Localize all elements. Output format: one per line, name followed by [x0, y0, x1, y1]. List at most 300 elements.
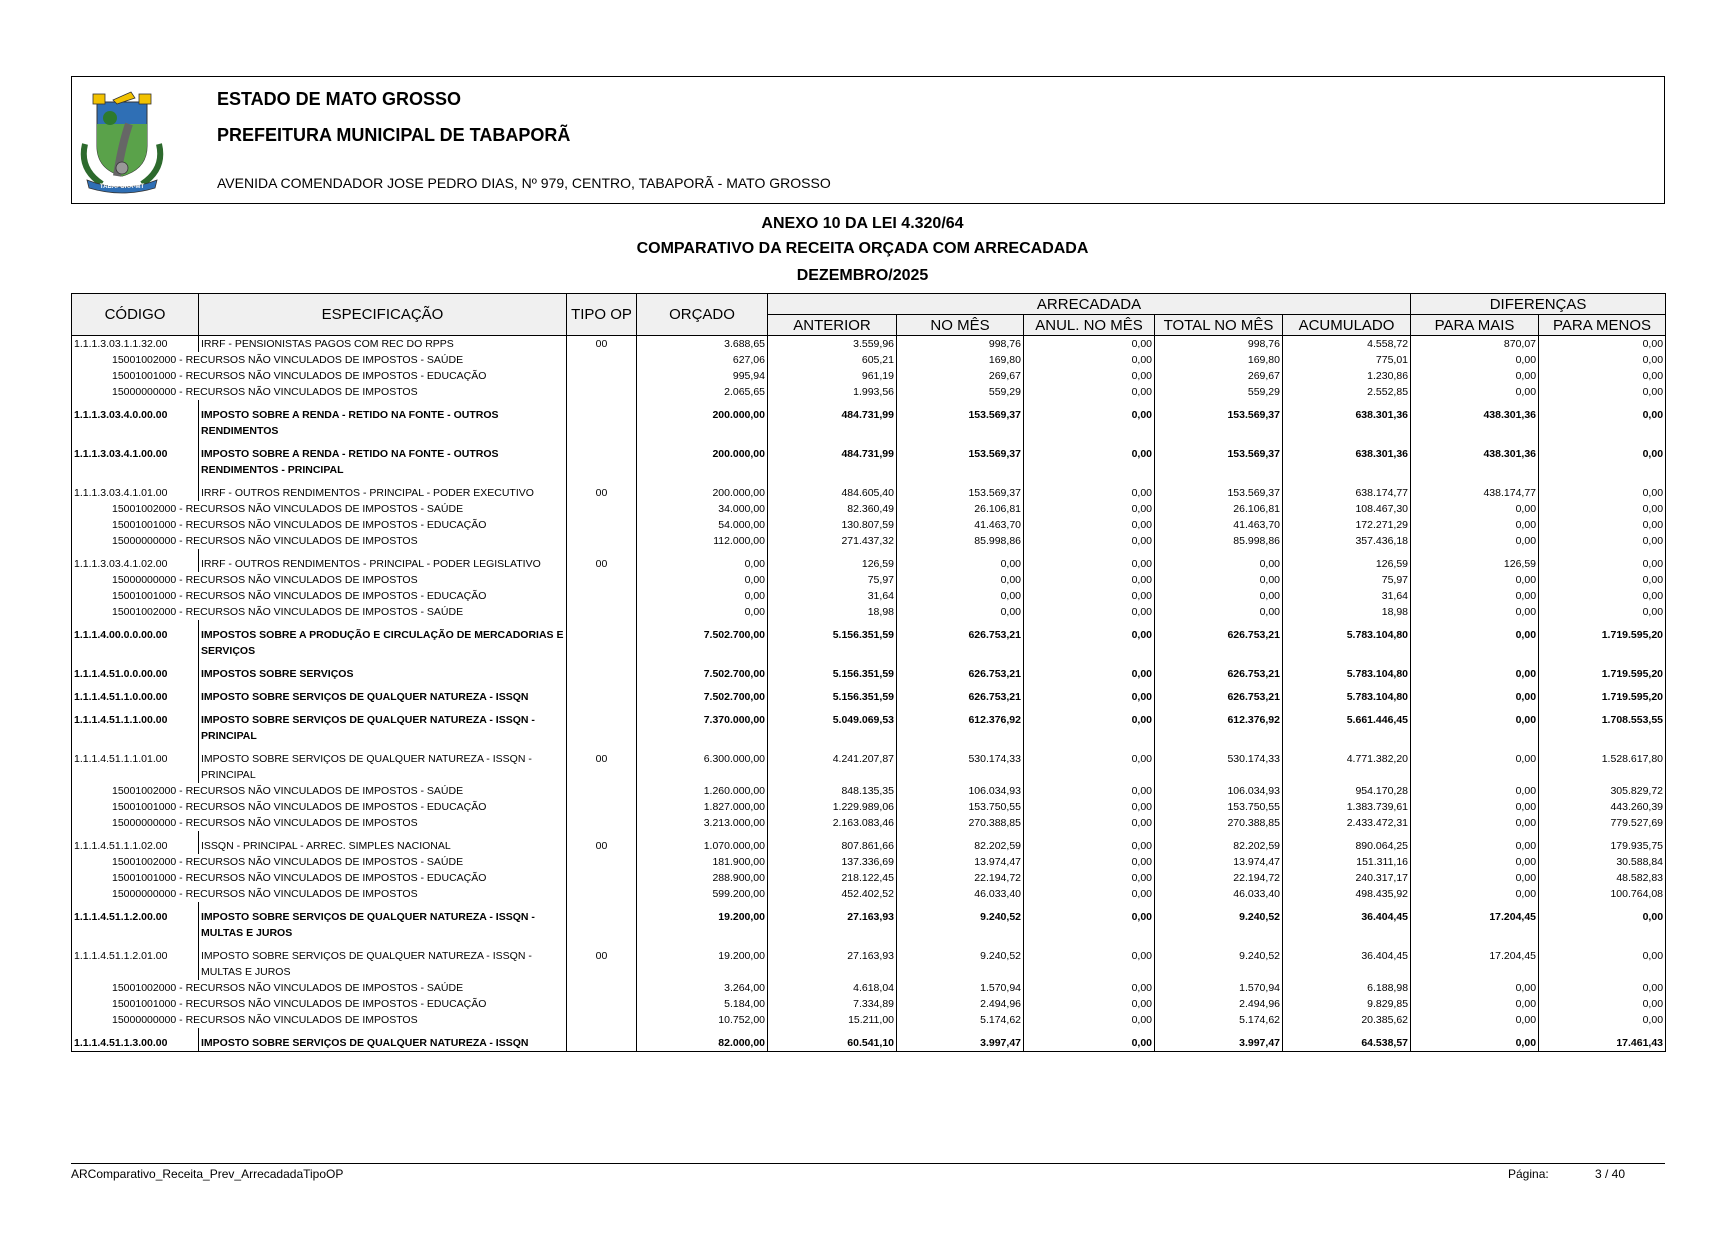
row-anterior: 3.559,96 — [768, 336, 897, 353]
row-no-mes: 2.494,96 — [897, 996, 1024, 1012]
col-para-menos: PARA MENOS — [1539, 315, 1666, 336]
col-especificacao: ESPECIFICAÇÃO — [199, 294, 567, 336]
row-resource-source — [72, 368, 567, 384]
col-anterior: ANTERIOR — [768, 315, 897, 336]
row-acumulado: 638.174,77 — [1283, 478, 1411, 501]
row-total-no-mes: 46.033,40 — [1155, 886, 1283, 902]
row-code: 1.1.1.3.03.4.1.01.00 — [72, 478, 199, 501]
row-spec: RECURSOS NÃO VINCULADOS DE IMPOSTOS - EDUCAÇÃO — [185, 998, 487, 1010]
row-spec: RECURSOS NÃO VINCULADOS DE IMPOSTOS - SAÚDE — [185, 856, 464, 868]
row-para-mais: 0,00 — [1411, 886, 1539, 902]
table-row — [72, 439, 1666, 478]
table-row — [72, 659, 1666, 682]
row-total-no-mes: 85.998,86 — [1155, 533, 1283, 549]
row-acumulado: 36.404,45 — [1283, 902, 1411, 941]
row-anul-no-mes: 0,00 — [1024, 941, 1155, 980]
row-para-mais: 0,00 — [1411, 572, 1539, 588]
row-anterior: 7.334,89 — [768, 996, 897, 1012]
row-total-no-mes: 1.570,94 — [1155, 980, 1283, 996]
row-code: 1.1.1.4.51.1.1.00.00 — [72, 705, 199, 744]
table-row — [72, 744, 1666, 783]
row-anterior: 27.163,93 — [768, 902, 897, 941]
row-para-menos: 1.708.553,55 — [1539, 705, 1666, 744]
row-total-no-mes: 153.750,55 — [1155, 799, 1283, 815]
row-total-no-mes: 2.494,96 — [1155, 996, 1283, 1012]
row-code: 1.1.1.3.03.4.1.02.00 — [72, 549, 199, 572]
row-total-no-mes: 9.240,52 — [1155, 941, 1283, 980]
row-tipo-op — [567, 384, 637, 400]
row-no-mes: 46.033,40 — [897, 886, 1024, 902]
row-acumulado: 75,97 — [1283, 572, 1411, 588]
row-para-menos: 30.588,84 — [1539, 854, 1666, 870]
row-anul-no-mes: 0,00 — [1024, 1028, 1155, 1052]
row-anterior: 4.618,04 — [768, 980, 897, 996]
row-anul-no-mes: 0,00 — [1024, 572, 1155, 588]
row-spec: RECURSOS NÃO VINCULADOS DE IMPOSTOS - SAÚDE — [185, 606, 464, 618]
row-anul-no-mes: 0,00 — [1024, 659, 1155, 682]
row-acumulado: 1.383.739,61 — [1283, 799, 1411, 815]
row-anterior: 18,98 — [768, 604, 897, 620]
row-acumulado: 6.188,98 — [1283, 980, 1411, 996]
row-no-mes: 998,76 — [897, 336, 1024, 353]
row-acumulado: 4.771.382,20 — [1283, 744, 1411, 783]
row-no-mes: 106.034,93 — [897, 783, 1024, 799]
row-para-mais: 0,00 — [1411, 517, 1539, 533]
row-orcado: 599.200,00 — [637, 886, 768, 902]
row-no-mes: 5.174,62 — [897, 1012, 1024, 1028]
table-row — [72, 996, 1666, 1012]
row-tipo-op: 00 — [567, 336, 637, 353]
row-orcado: 34.000,00 — [637, 501, 768, 517]
table-row — [72, 799, 1666, 815]
report-title-line2: COMPARATIVO DA RECEITA ORÇADA COM ARRECADADA — [636, 240, 1089, 257]
row-spec: IMPOSTO SOBRE SERVIÇOS DE QUALQUER NATUREZA - ISSQN — [199, 1028, 567, 1052]
row-acumulado: 498.435,92 — [1283, 886, 1411, 902]
row-total-no-mes: 0,00 — [1155, 572, 1283, 588]
row-no-mes: 41.463,70 — [897, 517, 1024, 533]
row-tipo-op — [567, 517, 637, 533]
table-row — [72, 517, 1666, 533]
row-code: 15000000000 - — [112, 817, 186, 829]
row-para-menos: 0,00 — [1539, 478, 1666, 501]
row-anterior: 5.156.351,59 — [768, 659, 897, 682]
row-code: 15001001000 - — [112, 590, 186, 602]
row-para-menos: 48.582,83 — [1539, 870, 1666, 886]
row-no-mes: 9.240,52 — [897, 902, 1024, 941]
row-anterior: 75,97 — [768, 572, 897, 588]
row-para-mais: 0,00 — [1411, 744, 1539, 783]
row-para-mais: 0,00 — [1411, 980, 1539, 996]
row-tipo-op — [567, 533, 637, 549]
row-para-mais: 0,00 — [1411, 659, 1539, 682]
row-no-mes: 626.753,21 — [897, 682, 1024, 705]
row-total-no-mes: 153.569,37 — [1155, 400, 1283, 439]
row-total-no-mes: 3.997,47 — [1155, 1028, 1283, 1052]
row-acumulado: 108.467,30 — [1283, 501, 1411, 517]
row-total-no-mes: 82.202,59 — [1155, 831, 1283, 854]
row-spec: IMPOSTO SOBRE SERVIÇOS DE QUALQUER NATUREZA - ISSQN - PRINCIPAL — [199, 705, 567, 744]
row-spec: IRRF - OUTROS RENDIMENTOS - PRINCIPAL - PODER EXECUTIVO — [199, 478, 567, 501]
row-anul-no-mes: 0,00 — [1024, 682, 1155, 705]
row-anterior: 82.360,49 — [768, 501, 897, 517]
row-orcado: 3.213.000,00 — [637, 815, 768, 831]
row-anul-no-mes: 0,00 — [1024, 352, 1155, 368]
row-acumulado: 5.783.104,80 — [1283, 682, 1411, 705]
row-resource-source — [72, 384, 567, 400]
footer-divider — [71, 1163, 1665, 1164]
row-para-menos: 179.935,75 — [1539, 831, 1666, 854]
col-tipo-op: TIPO OP — [567, 294, 637, 336]
table-row — [72, 886, 1666, 902]
row-no-mes: 153.750,55 — [897, 799, 1024, 815]
row-tipo-op — [567, 799, 637, 815]
row-resource-source — [72, 1012, 567, 1028]
row-acumulado: 5.783.104,80 — [1283, 620, 1411, 659]
row-total-no-mes: 612.376,92 — [1155, 705, 1283, 744]
row-orcado: 200.000,00 — [637, 439, 768, 478]
prefecture-name: PREFEITURA MUNICIPAL DE TABAPORÃ — [217, 125, 571, 145]
row-total-no-mes: 22.194,72 — [1155, 870, 1283, 886]
row-acumulado: 20.385,62 — [1283, 1012, 1411, 1028]
row-resource-source — [72, 352, 567, 368]
row-orcado: 2.065,65 — [637, 384, 768, 400]
row-tipo-op: 00 — [567, 941, 637, 980]
row-para-menos: 0,00 — [1539, 980, 1666, 996]
row-para-mais: 438.301,36 — [1411, 400, 1539, 439]
row-para-mais: 0,00 — [1411, 501, 1539, 517]
row-anul-no-mes: 0,00 — [1024, 549, 1155, 572]
row-tipo-op — [567, 368, 637, 384]
row-tipo-op — [567, 588, 637, 604]
row-spec: RECURSOS NÃO VINCULADOS DE IMPOSTOS - EDUCAÇÃO — [185, 801, 487, 813]
row-no-mes: 559,29 — [897, 384, 1024, 400]
row-orcado: 82.000,00 — [637, 1028, 768, 1052]
row-code: 15000000000 - — [112, 535, 186, 547]
row-orcado: 1.260.000,00 — [637, 783, 768, 799]
row-acumulado: 18,98 — [1283, 604, 1411, 620]
row-anterior: 484.731,99 — [768, 439, 897, 478]
row-no-mes: 153.569,37 — [897, 400, 1024, 439]
table-row — [72, 604, 1666, 620]
row-code: 1.1.1.4.51.1.1.02.00 — [72, 831, 199, 854]
row-tipo-op — [567, 705, 637, 744]
row-total-no-mes: 153.569,37 — [1155, 439, 1283, 478]
row-total-no-mes: 0,00 — [1155, 588, 1283, 604]
group-arrecadada: ARRECADADA — [768, 294, 1411, 315]
row-para-menos: 0,00 — [1539, 501, 1666, 517]
row-anterior: 31,64 — [768, 588, 897, 604]
row-resource-source — [72, 588, 567, 604]
row-para-mais: 0,00 — [1411, 831, 1539, 854]
table-row — [72, 705, 1666, 744]
row-code: 15001001000 - — [112, 801, 186, 813]
row-total-no-mes: 559,29 — [1155, 384, 1283, 400]
row-anul-no-mes: 0,00 — [1024, 870, 1155, 886]
row-tipo-op — [567, 352, 637, 368]
row-anterior: 1.229.989,06 — [768, 799, 897, 815]
row-no-mes: 1.570,94 — [897, 980, 1024, 996]
row-anterior: 218.122,45 — [768, 870, 897, 886]
row-acumulado: 9.829,85 — [1283, 996, 1411, 1012]
row-total-no-mes: 998,76 — [1155, 336, 1283, 353]
row-total-no-mes: 153.569,37 — [1155, 478, 1283, 501]
row-anul-no-mes: 0,00 — [1024, 517, 1155, 533]
row-orcado: 10.752,00 — [637, 1012, 768, 1028]
row-anterior: 848.135,35 — [768, 783, 897, 799]
row-total-no-mes: 626.753,21 — [1155, 620, 1283, 659]
row-anterior: 807.861,66 — [768, 831, 897, 854]
row-tipo-op — [567, 620, 637, 659]
table-row — [72, 783, 1666, 799]
row-para-menos: 0,00 — [1539, 517, 1666, 533]
col-para-mais: PARA MAIS — [1411, 315, 1539, 336]
row-tipo-op — [567, 783, 637, 799]
row-orcado: 1.070.000,00 — [637, 831, 768, 854]
row-total-no-mes: 26.106,81 — [1155, 501, 1283, 517]
row-code: 15000000000 - — [112, 574, 186, 586]
row-no-mes: 0,00 — [897, 588, 1024, 604]
revenue-comparison-table — [71, 293, 1666, 1052]
row-resource-source — [72, 501, 567, 517]
row-anul-no-mes: 0,00 — [1024, 705, 1155, 744]
row-code: 1.1.1.3.03.4.1.00.00 — [72, 439, 199, 478]
table-row — [72, 902, 1666, 941]
row-para-mais: 0,00 — [1411, 815, 1539, 831]
row-spec: IRRF - PENSIONISTAS PAGOS COM REC DO RPPS — [199, 336, 567, 353]
row-total-no-mes: 0,00 — [1155, 604, 1283, 620]
row-no-mes: 626.753,21 — [897, 659, 1024, 682]
row-code: 15000000000 - — [112, 888, 186, 900]
row-spec: RECURSOS NÃO VINCULADOS DE IMPOSTOS - SAÚDE — [185, 785, 464, 797]
row-orcado: 3.688,65 — [637, 336, 768, 353]
row-spec: IMPOSTO SOBRE SERVIÇOS DE QUALQUER NATUREZA - ISSQN - MULTAS E JUROS — [199, 941, 567, 980]
row-tipo-op — [567, 886, 637, 902]
row-spec: IMPOSTO SOBRE A RENDA - RETIDO NA FONTE - OUTROS RENDIMENTOS — [199, 400, 567, 439]
row-tipo-op — [567, 870, 637, 886]
row-orcado: 5.184,00 — [637, 996, 768, 1012]
table-row — [72, 400, 1666, 439]
row-anterior: 961,19 — [768, 368, 897, 384]
row-tipo-op — [567, 400, 637, 439]
table-row — [72, 815, 1666, 831]
row-no-mes: 9.240,52 — [897, 941, 1024, 980]
row-no-mes: 169,80 — [897, 352, 1024, 368]
row-tipo-op: 00 — [567, 831, 637, 854]
row-acumulado: 64.538,57 — [1283, 1028, 1411, 1052]
row-spec: RECURSOS NÃO VINCULADOS DE IMPOSTOS - EDUCAÇÃO — [185, 370, 487, 382]
row-tipo-op — [567, 572, 637, 588]
row-code: 15000000000 - — [112, 1014, 186, 1026]
row-orcado: 1.827.000,00 — [637, 799, 768, 815]
row-total-no-mes: 530.174,33 — [1155, 744, 1283, 783]
row-resource-source — [72, 533, 567, 549]
row-code: 15001001000 - — [112, 519, 186, 531]
row-spec: IMPOSTO SOBRE SERVIÇOS DE QUALQUER NATUREZA - ISSQN - PRINCIPAL — [199, 744, 567, 783]
report-title-line1: ANEXO 10 DA LEI 4.320/64 — [761, 215, 964, 232]
prefecture-address: AVENIDA COMENDADOR JOSE PEDRO DIAS, Nº 979, CENTRO, TABAPORÃ - MATO GROSSO — [217, 175, 831, 191]
row-code: 1.1.1.4.51.1.3.00.00 — [72, 1028, 199, 1052]
row-no-mes: 530.174,33 — [897, 744, 1024, 783]
row-spec: IRRF - OUTROS RENDIMENTOS - PRINCIPAL - PODER LEGISLATIVO — [199, 549, 567, 572]
row-orcado: 6.300.000,00 — [637, 744, 768, 783]
row-orcado: 200.000,00 — [637, 478, 768, 501]
row-no-mes: 153.569,37 — [897, 439, 1024, 478]
table-row — [72, 533, 1666, 549]
table-row — [72, 588, 1666, 604]
row-code: 1.1.1.4.51.1.1.01.00 — [72, 744, 199, 783]
row-acumulado: 126,59 — [1283, 549, 1411, 572]
row-para-menos: 1.719.595,20 — [1539, 620, 1666, 659]
report-period: DEZEMBRO/2025 — [796, 267, 929, 284]
row-no-mes: 153.569,37 — [897, 478, 1024, 501]
row-anul-no-mes: 0,00 — [1024, 902, 1155, 941]
row-para-mais: 17.204,45 — [1411, 941, 1539, 980]
row-tipo-op — [567, 659, 637, 682]
table-row — [72, 478, 1666, 501]
row-anul-no-mes: 0,00 — [1024, 996, 1155, 1012]
row-anul-no-mes: 0,00 — [1024, 783, 1155, 799]
row-para-mais: 0,00 — [1411, 1028, 1539, 1052]
row-para-mais: 0,00 — [1411, 870, 1539, 886]
row-para-menos: 1.719.595,20 — [1539, 659, 1666, 682]
col-acumulado: ACUMULADO — [1283, 315, 1411, 336]
row-spec: ISSQN - PRINCIPAL - ARREC. SIMPLES NACIONAL — [199, 831, 567, 854]
row-anul-no-mes: 0,00 — [1024, 336, 1155, 353]
row-acumulado: 240.317,17 — [1283, 870, 1411, 886]
row-para-mais: 0,00 — [1411, 783, 1539, 799]
row-para-menos: 0,00 — [1539, 384, 1666, 400]
table-row — [72, 1012, 1666, 1028]
row-para-mais: 0,00 — [1411, 588, 1539, 604]
col-total-no-mes: TOTAL NO MÊS — [1155, 315, 1283, 336]
row-tipo-op — [567, 682, 637, 705]
row-orcado: 7.502.700,00 — [637, 659, 768, 682]
row-para-menos: 0,00 — [1539, 996, 1666, 1012]
row-total-no-mes: 41.463,70 — [1155, 517, 1283, 533]
row-anul-no-mes: 0,00 — [1024, 533, 1155, 549]
row-anterior: 4.241.207,87 — [768, 744, 897, 783]
row-acumulado: 638.301,36 — [1283, 439, 1411, 478]
row-anterior: 130.807,59 — [768, 517, 897, 533]
row-code: 1.1.1.3.03.1.1.32.00 — [72, 336, 199, 353]
row-para-mais: 0,00 — [1411, 533, 1539, 549]
row-para-menos: 100.764,08 — [1539, 886, 1666, 902]
report-name: ARComparativo_Receita_Prev_ArrecadadaTipoOP — [71, 1167, 344, 1181]
row-total-no-mes: 269,67 — [1155, 368, 1283, 384]
row-tipo-op: 00 — [567, 478, 637, 501]
row-acumulado: 5.661.446,45 — [1283, 705, 1411, 744]
row-code: 15001002000 - — [112, 785, 186, 797]
row-para-mais: 0,00 — [1411, 682, 1539, 705]
table-row — [72, 501, 1666, 517]
row-acumulado: 357.436,18 — [1283, 533, 1411, 549]
table-row — [72, 549, 1666, 572]
row-anterior: 484.731,99 — [768, 400, 897, 439]
row-anterior: 5.049.069,53 — [768, 705, 897, 744]
row-tipo-op — [567, 439, 637, 478]
row-orcado: 7.502.700,00 — [637, 682, 768, 705]
row-para-menos: 0,00 — [1539, 941, 1666, 980]
row-no-mes: 626.753,21 — [897, 620, 1024, 659]
row-no-mes: 0,00 — [897, 549, 1024, 572]
row-para-menos: 443.260,39 — [1539, 799, 1666, 815]
table-row — [72, 941, 1666, 980]
row-acumulado: 5.783.104,80 — [1283, 659, 1411, 682]
row-para-menos: 0,00 — [1539, 902, 1666, 941]
row-anul-no-mes: 0,00 — [1024, 439, 1155, 478]
row-para-menos: 0,00 — [1539, 572, 1666, 588]
row-code: 15001002000 - — [112, 606, 186, 618]
table-row — [72, 980, 1666, 996]
row-total-no-mes: 626.753,21 — [1155, 659, 1283, 682]
row-acumulado: 151.311,16 — [1283, 854, 1411, 870]
row-spec: IMPOSTO SOBRE SERVIÇOS DE QUALQUER NATUREZA - ISSQN - MULTAS E JUROS — [199, 902, 567, 941]
row-anterior: 2.163.083,46 — [768, 815, 897, 831]
row-anterior: 60.541,10 — [768, 1028, 897, 1052]
row-acumulado: 31,64 — [1283, 588, 1411, 604]
row-code: 1.1.1.4.51.1.2.01.00 — [72, 941, 199, 980]
row-code: 1.1.1.4.00.0.0.00.00 — [72, 620, 199, 659]
row-para-menos: 1.719.595,20 — [1539, 682, 1666, 705]
row-total-no-mes: 270.388,85 — [1155, 815, 1283, 831]
row-total-no-mes: 9.240,52 — [1155, 902, 1283, 941]
row-code: 1.1.1.4.51.0.0.00.00 — [72, 659, 199, 682]
row-para-mais: 0,00 — [1411, 352, 1539, 368]
col-no-mes: NO MÊS — [897, 315, 1024, 336]
row-anul-no-mes: 0,00 — [1024, 400, 1155, 439]
row-acumulado: 954.170,28 — [1283, 783, 1411, 799]
table-row — [72, 572, 1666, 588]
row-acumulado: 4.558,72 — [1283, 336, 1411, 353]
row-para-menos: 0,00 — [1539, 352, 1666, 368]
row-spec: RECURSOS NÃO VINCULADOS DE IMPOSTOS — [185, 888, 418, 900]
row-orcado: 19.200,00 — [637, 902, 768, 941]
group-diferencas: DIFERENÇAS — [1411, 294, 1666, 315]
row-resource-source — [72, 996, 567, 1012]
row-total-no-mes: 626.753,21 — [1155, 682, 1283, 705]
row-tipo-op — [567, 604, 637, 620]
row-spec: IMPOSTO SOBRE SERVIÇOS DE QUALQUER NATUREZA - ISSQN — [199, 682, 567, 705]
state-name: ESTADO DE MATO GROSSO — [217, 89, 462, 109]
row-code: 1.1.1.3.03.4.0.00.00 — [72, 400, 199, 439]
table-row — [72, 682, 1666, 705]
row-anul-no-mes: 0,00 — [1024, 744, 1155, 783]
row-acumulado: 2.552,85 — [1283, 384, 1411, 400]
row-code: 15001002000 - — [112, 982, 186, 994]
row-no-mes: 26.106,81 — [897, 501, 1024, 517]
row-code: 1.1.1.4.51.1.2.00.00 — [72, 902, 199, 941]
row-anul-no-mes: 0,00 — [1024, 478, 1155, 501]
row-para-menos: 0,00 — [1539, 439, 1666, 478]
row-anul-no-mes: 0,00 — [1024, 1012, 1155, 1028]
table-row — [72, 368, 1666, 384]
row-spec: IMPOSTO SOBRE A RENDA - RETIDO NA FONTE - OUTROS RENDIMENTOS - PRINCIPAL — [199, 439, 567, 478]
row-code: 1.1.1.4.51.1.0.00.00 — [72, 682, 199, 705]
row-anterior: 1.993,56 — [768, 384, 897, 400]
row-orcado: 7.370.000,00 — [637, 705, 768, 744]
table-row — [72, 870, 1666, 886]
row-para-mais: 0,00 — [1411, 854, 1539, 870]
row-para-mais: 0,00 — [1411, 368, 1539, 384]
row-anul-no-mes: 0,00 — [1024, 620, 1155, 659]
row-spec: RECURSOS NÃO VINCULADOS DE IMPOSTOS - SAÚDE — [185, 982, 464, 994]
row-anul-no-mes: 0,00 — [1024, 980, 1155, 996]
row-tipo-op: 00 — [567, 744, 637, 783]
row-acumulado: 1.230,86 — [1283, 368, 1411, 384]
row-para-menos: 1.528.617,80 — [1539, 744, 1666, 783]
row-para-menos: 17.461,43 — [1539, 1028, 1666, 1052]
row-no-mes: 612.376,92 — [897, 705, 1024, 744]
